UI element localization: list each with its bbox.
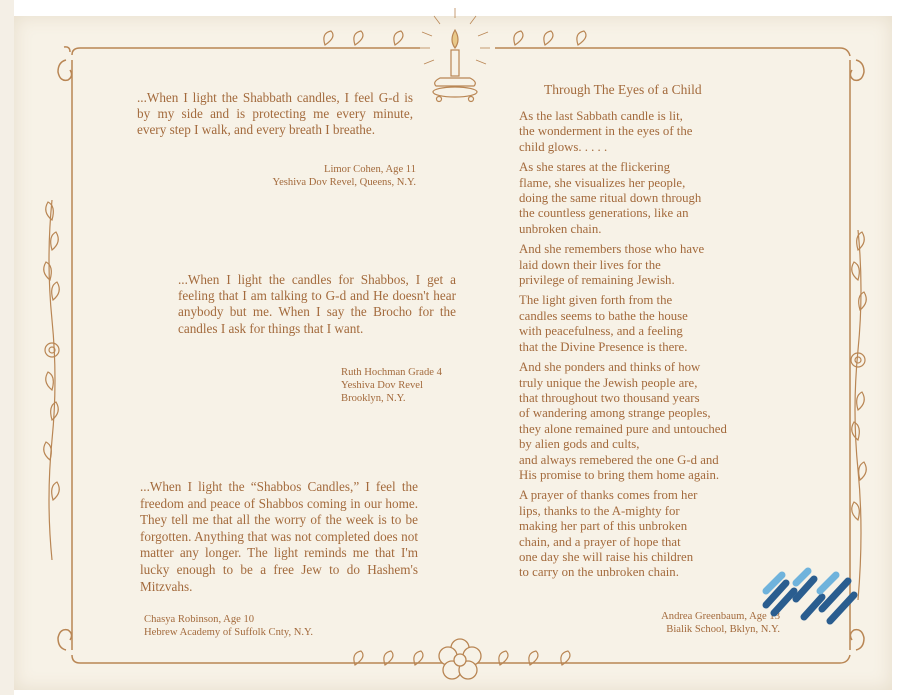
credit-andrea-author: Andrea Greenbaum, Age 13 [661, 611, 780, 622]
credit-chasya-school: Hebrew Academy of Suffolk Cnty, N.Y. [144, 627, 313, 638]
line: The light given forth from the [519, 293, 673, 308]
piece-chasya-text: ...When I light the “Shabbos Candles,” I feel the freedom and peace of Shabbos coming in our home. They tell me that all the worry of the week is to be forgotten. Anything that was not completed does not matter any longer. The light reminds me that I'm lucky enough to be a free Jew to do Hashem's Mitzvahs. [140, 479, 418, 594]
poem-body [519, 109, 727, 586]
credit-ruth-school: Yeshiva Dov Revel [341, 380, 423, 391]
line: chain, and a prayer of hope that [519, 534, 681, 549]
right-vine [851, 230, 866, 600]
credit-chasya-author: Chasya Robinson, Age 10 [144, 614, 255, 625]
stanza-3 [519, 242, 727, 288]
line: making her part of this unbroken [519, 519, 688, 534]
line: privilege of remaining Jewish. [519, 273, 675, 288]
credit-limor-school: Yeshiva Dov Revel, Queens, N.Y. [272, 177, 416, 188]
line: and always remebered the one G-d and [519, 452, 719, 467]
line: the countless generations, like an [519, 206, 689, 221]
piece-limor [137, 90, 413, 139]
piece-ruth-text: ...When I light the candles for Shabbos, I get a feeling that I am talking to G-d and He doesn't hear anybody but me. When I say the Brocho for the candles I ask for things that I want. [178, 272, 456, 336]
line: And she remembers those who have [519, 242, 705, 257]
credit-limor-author: Limor Cohen, Age 11 [324, 164, 416, 175]
piece-limor-text: ...When I light the Shabbath candles, I feel G-d is by my side and is protecting me every minute, every step I walk, and every breath I breathe. [137, 90, 413, 138]
line: with peacefulness, and a feeling [519, 324, 683, 339]
line: As she stares at the flickering [519, 160, 671, 175]
left-vine [44, 200, 60, 560]
piece-chasya [140, 479, 418, 595]
line: flame, she visualizes her people, [519, 175, 686, 190]
credit-andrea-school: Bialik School, Bklyn, N.Y. [666, 624, 780, 635]
line: one day she will raise his children [519, 549, 694, 564]
line: the wonderment in the eyes of the [519, 124, 693, 139]
credit-ruth-author: Ruth Hochman Grade 4 [341, 367, 442, 378]
line: that the Divine Presence is there. [519, 339, 688, 354]
line: lips, thanks to the A-mighty for [519, 503, 680, 518]
candle-icon [420, 8, 490, 102]
credit-limor [238, 163, 416, 189]
line: by alien gods and cults, [519, 437, 640, 452]
line: And she ponders and thinks of how [519, 360, 701, 375]
piece-ruth [178, 272, 456, 337]
watermark-logo [760, 565, 860, 627]
line: candles seems to bathe the house [519, 308, 688, 323]
line: unbroken chain. [519, 221, 602, 236]
line: His promise to bring them home again. [519, 467, 720, 482]
line: of wandering among strange peoples, [519, 406, 711, 421]
credit-ruth-city: Brooklyn, N.Y. [341, 393, 406, 404]
stanza-1 [519, 109, 727, 155]
credit-chasya [144, 613, 364, 639]
flower-icon [439, 639, 481, 679]
line: to carry on the unbroken chain. [519, 565, 679, 580]
credit-ruth [341, 366, 471, 405]
line: laid down their lives for the [519, 257, 661, 272]
line: A prayer of thanks comes from her [519, 488, 698, 503]
line: that throughout two thousand years [519, 390, 700, 405]
stanza-2 [519, 160, 727, 237]
stanza-6 [519, 488, 727, 580]
line: child glows. . . . . [519, 139, 608, 154]
line: they alone remained pure and untouched [519, 421, 727, 436]
stanza-4 [519, 293, 727, 355]
line: doing the same ritual down through [519, 191, 702, 206]
poem-title: Through The Eyes of a Child [544, 82, 702, 97]
line: truly unique the Jewish people are, [519, 375, 698, 390]
stanza-5 [519, 360, 727, 483]
credit-andrea [632, 610, 780, 636]
line: As the last Sabbath candle is lit, [519, 109, 683, 123]
